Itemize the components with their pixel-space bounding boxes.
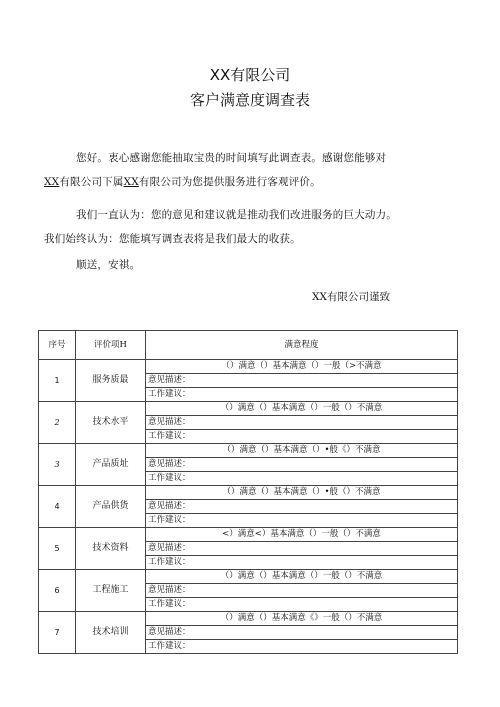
header-serial: 序号 xyxy=(39,331,76,360)
satisfaction-options[interactable]: （）满意（）基本满意（）•般《）不满意 xyxy=(146,444,458,458)
opinion-description-field[interactable]: 意见描述： xyxy=(146,584,458,598)
row-item: 服务质最 xyxy=(76,360,146,402)
row-serial: 5 xyxy=(39,528,76,570)
work-suggestion-field[interactable]: 工作建议： xyxy=(146,598,458,612)
row-serial: 6 xyxy=(39,570,76,612)
work-suggestion-field[interactable]: 工作建议： xyxy=(146,514,458,528)
letter-paragraph-2-line-2: 我们始终认为：您能填写调查表将是我们最大的收获。 xyxy=(44,233,301,245)
satisfaction-options[interactable]: （）满意（）基本满意（）一般（）不满意 xyxy=(146,402,458,416)
row-item: 技术资料 xyxy=(76,528,146,570)
opinion-description-field[interactable]: 意见描述： xyxy=(146,500,458,514)
letter-paragraph-1-line-2 xyxy=(44,171,464,193)
work-suggestion-field[interactable]: 工作建议： xyxy=(146,472,458,486)
letter-paragraph-2-line-1: 我们一直认为：您的意见和建议就是推动我们改进服务的巨大动力。 xyxy=(76,209,397,221)
satisfaction-options[interactable]: <）满意<）基本满意（）一般（）不满意 xyxy=(146,528,458,542)
row-serial: 2 xyxy=(39,402,76,444)
company-title: XX有限公司 xyxy=(209,66,291,84)
opinion-description-field[interactable]: 意见描述： xyxy=(146,542,458,556)
work-suggestion-field[interactable]: 工作建议： xyxy=(146,430,458,444)
work-suggestion-field[interactable]: 工作建议： xyxy=(146,388,458,402)
satisfaction-options[interactable]: （）满意（）基本满意（）•般（）不满意 xyxy=(146,486,458,500)
table-row xyxy=(39,486,458,500)
satisfaction-options[interactable]: （）满意（）基本满意《》一般（）不满意 xyxy=(146,612,458,626)
table-header-row xyxy=(39,331,458,360)
letter-signature: XX有限公司谨致 xyxy=(312,291,390,303)
table-row xyxy=(39,528,458,542)
row-item: 工程施工 xyxy=(76,570,146,612)
document-title: 客户满意度调查表 xyxy=(189,91,310,109)
row-serial: 4 xyxy=(39,486,76,528)
table-row xyxy=(39,360,458,374)
table-row xyxy=(39,570,458,584)
opinion-description-field[interactable]: 意见描述： xyxy=(146,626,458,640)
row-item: 技术水平 xyxy=(76,402,146,444)
letter-closing: 顺送，安祺。 xyxy=(76,259,141,271)
company-name-blank: XX xyxy=(123,176,139,188)
work-suggestion-field[interactable]: 工作建议： xyxy=(146,640,458,654)
row-serial: 7 xyxy=(39,612,76,654)
row-serial: 3 xyxy=(39,444,76,486)
opinion-description-field[interactable]: 意见描述： xyxy=(146,458,458,472)
opinion-description-field[interactable]: 意见描述： xyxy=(146,374,458,388)
letter-text: 有限公司下属 xyxy=(59,176,124,188)
work-suggestion-field[interactable]: 工作建议： xyxy=(146,556,458,570)
satisfaction-options[interactable]: （）满意（）基本满意（）一般（）不满意 xyxy=(146,570,458,584)
letter-paragraph-1-line-1: 您好。衷心感谢您能抽取宝贵的时间填写此调查表。感谢您能够对 xyxy=(76,152,387,164)
header-item: 评价项H xyxy=(76,331,146,360)
letter-text: 有限公司为您提供服务进行客观评价。 xyxy=(138,176,321,188)
opinion-description-field[interactable]: 意见描述： xyxy=(146,416,458,430)
satisfaction-options[interactable]: （）满意（）基本满意（）一般（>不满意 xyxy=(146,360,458,374)
company-name-blank: XX xyxy=(44,176,60,188)
header-satisfaction: 满意程度 xyxy=(146,331,458,360)
row-item: 技术培训 xyxy=(76,612,146,654)
table-row xyxy=(39,402,458,416)
table-row xyxy=(39,444,458,458)
row-item: 产品质址 xyxy=(76,444,146,486)
row-serial: 1 xyxy=(39,360,76,402)
table-row xyxy=(39,612,458,626)
survey-table xyxy=(38,330,458,654)
row-item: 产品供货 xyxy=(76,486,146,528)
